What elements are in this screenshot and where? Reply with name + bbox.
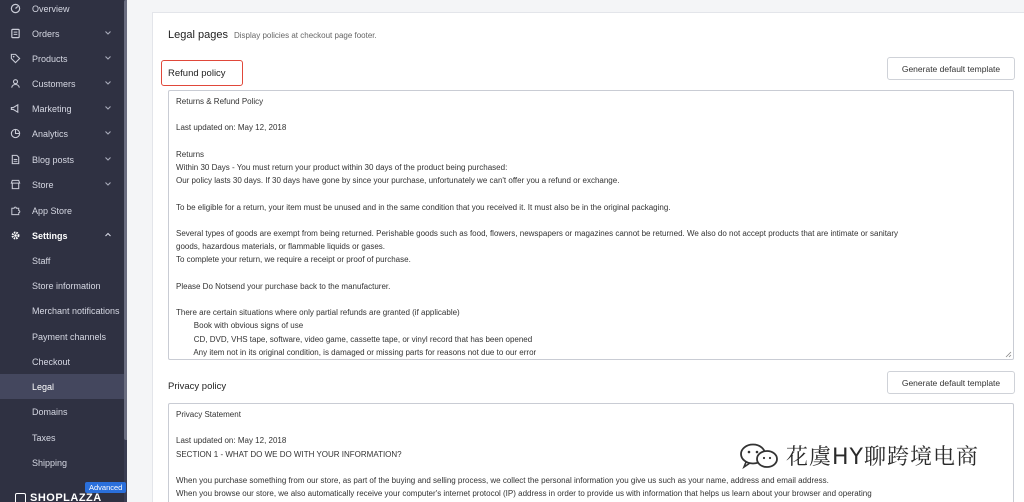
chevron-down-icon (104, 54, 112, 62)
puzzle-icon (9, 205, 21, 217)
privacy-policy-label: Privacy policy (168, 381, 227, 392)
sidebar-scrollbar-thumb[interactable] (124, 0, 127, 440)
page-title: Legal pages (168, 29, 228, 41)
sidebar-item-settings[interactable] (0, 223, 124, 248)
chevron-up-icon (104, 231, 112, 239)
sidebar-subitem-store-information[interactable] (0, 273, 124, 298)
sidebar-subitem-label: Shipping (32, 457, 68, 468)
sidebar-subitem-label: Legal (32, 381, 55, 392)
gear-icon (9, 230, 21, 242)
chevron-down-icon (104, 104, 112, 112)
sidebar-subitem-shipping[interactable] (0, 450, 124, 475)
sidebar (0, 0, 127, 502)
resize-grip-icon[interactable] (1005, 351, 1012, 358)
wechat-icon (738, 442, 780, 470)
chevron-down-icon (104, 29, 112, 37)
orders-icon (9, 28, 21, 40)
sidebar-subitem-checkout[interactable] (0, 349, 124, 374)
sidebar-item-app-store[interactable] (0, 198, 124, 223)
document-icon (9, 154, 21, 166)
sidebar-item-customers[interactable] (0, 71, 124, 96)
sidebar-item-blog-posts[interactable] (0, 147, 124, 172)
sidebar-subitem-taxes[interactable] (0, 425, 124, 450)
page-subtitle: Display policies at checkout page footer. (234, 31, 377, 40)
sidebar-item-label: Marketing (32, 103, 72, 114)
sidebar-item-label: Customers (32, 78, 76, 89)
sidebar-subitem-legal[interactable] (0, 374, 124, 399)
chevron-down-icon (104, 129, 112, 137)
tag-icon (9, 53, 21, 65)
sidebar-subitem-label: Payment channels (32, 331, 107, 342)
logo-mark-icon (15, 493, 26, 502)
refund-policy-label: Refund policy (168, 68, 226, 79)
sidebar-item-label: Blog posts (32, 154, 75, 165)
sidebar-subitem-merchant-notifications[interactable] (0, 298, 124, 323)
store-icon (9, 179, 21, 191)
chevron-down-icon (104, 79, 112, 87)
brand-logo (15, 492, 102, 502)
chevron-down-icon (104, 155, 112, 163)
sidebar-subitem-label: Store information (32, 280, 101, 291)
privacy-policy-textarea[interactable]: Privacy Statement Last updated on: May 12, 2018 SECTION 1 - WHAT DO WE DO WITH YOUR INFORMATION? When you purchase something from our store, as part of the buying and selling process, we collect the personal information you give us such as your name, address and email address. When you browse our store, we also automatically receive your computer's internet protocol (IP) address in order to provide us with information that helps us learn about your browser and operating (168, 403, 1014, 502)
sidebar-item-label: Analytics (32, 128, 69, 139)
refund-generate-template-button[interactable]: Generate default template (887, 57, 1015, 80)
gauge-icon (9, 3, 21, 15)
sidebar-item-orders[interactable] (0, 21, 124, 46)
megaphone-icon (9, 103, 21, 115)
sidebar-subitem-label: Taxes (32, 432, 56, 443)
pie-chart-icon (9, 128, 21, 140)
sidebar-subitem-staff[interactable] (0, 248, 124, 273)
sidebar-item-products[interactable] (0, 46, 124, 71)
chevron-down-icon (104, 180, 112, 188)
sidebar-subitem-payment-channels[interactable] (0, 324, 124, 349)
sidebar-subitem-domains[interactable] (0, 399, 124, 424)
watermark-text: 花虞HY聊跨境电商 (786, 445, 979, 470)
sidebar-item-overview[interactable] (0, 0, 124, 21)
sidebar-item-label: Orders (32, 28, 60, 39)
sidebar-subitem-label: Staff (32, 255, 51, 266)
privacy-generate-template-button[interactable]: Generate default template (887, 371, 1015, 394)
logo-text: SHOPLAZZA (30, 492, 102, 502)
sidebar-subitem-label: Checkout (32, 356, 71, 367)
watermark (738, 440, 979, 471)
user-icon (9, 78, 21, 90)
sidebar-item-label: Overview (32, 3, 70, 14)
sidebar-item-store[interactable] (0, 172, 124, 197)
sidebar-item-analytics[interactable] (0, 121, 124, 146)
sidebar-item-label: App Store (32, 205, 73, 216)
sidebar-subitem-label: Merchant notifications (32, 305, 120, 316)
sidebar-subitem-label: Domains (32, 406, 68, 417)
sidebar-item-label: Products (32, 53, 68, 64)
sidebar-item-label: Settings (32, 230, 68, 241)
sidebar-item-label: Store (32, 179, 54, 190)
plan-badge: Advanced (85, 482, 126, 493)
refund-policy-textarea[interactable]: Returns & Refund Policy Last updated on: May 12, 2018 Returns Within 30 Days - You must return your product within 30 days of the product being purchased: Our policy lasts 30 days. If 30 days have gone by since your purchase, unfortunately we can't offer you a refund or exchange. To be eligible for a return, your item must be unused and in the same condition that you received it. It must also be in the original packaging. Several types of goods are exempt from being returned. Perishable goods such as food, flowers, newspapers or magazines cannot be returned. We also do not accept products that are intimate or sanitary goods, hazardous materials, or flammable liquids or gases. To complete your return, we require a receipt or proof of purchase. Please Do Notsend your purchase back to the manufacturer. There are certain situations where only partial refunds are granted (if applicable) Book with obvious signs of use CD, DVD, VHS tape, software, video game, cassette tape, or vinyl record that has been opened Any item not in its original condition, is damaged or missing parts for reasons not due to our error (168, 90, 1014, 360)
sidebar-item-marketing[interactable] (0, 96, 124, 121)
